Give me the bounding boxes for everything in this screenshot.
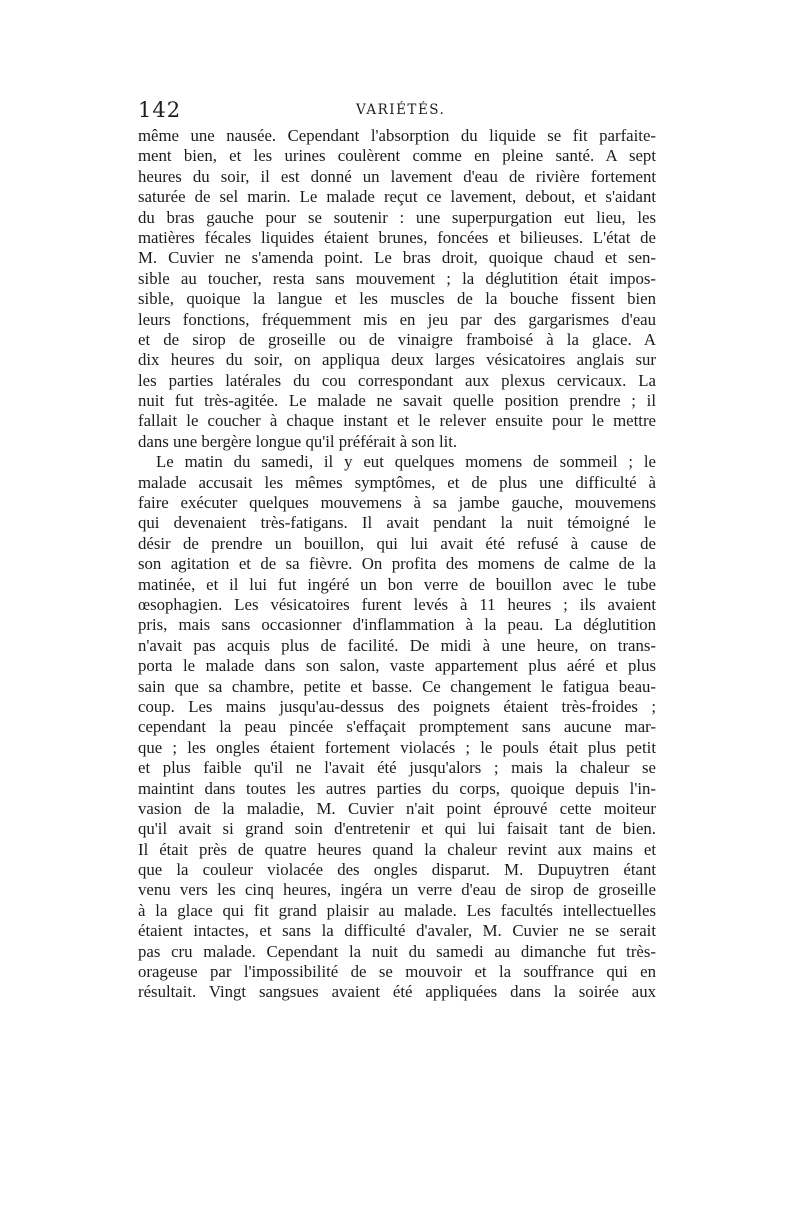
text-line: pris, mais sans occasionner d'inflammation à la peau. La déglutition bbox=[138, 615, 656, 635]
text-line: et plus faible qu'il ne l'avait été jusqu'alors ; mais la chaleur se bbox=[138, 758, 656, 778]
text-line: qu'il avait si grand soin d'entretenir et qui lui faisait tant de bien. bbox=[138, 819, 656, 839]
text-line: dix heures du soir, on appliqua deux larges vésicatoires anglais sur bbox=[138, 350, 656, 370]
text-line: orageuse par l'impossibilité de se mouvoir et la souffrance qui en bbox=[138, 962, 656, 982]
text-line: saturée de sel marin. Le malade reçut ce lavement, debout, et s'aidant bbox=[138, 187, 656, 207]
text-line: matières fécales liquides étaient brunes, foncées et bilieuses. L'état de bbox=[138, 227, 656, 247]
text-line: désir de prendre un bouillon, qui lui avait été refusé à cause de bbox=[138, 533, 656, 553]
text-line: étaient intactes, et sans la difficulté d'avaler, M. Cuvier ne se serait bbox=[138, 921, 656, 941]
text-line: pas cru malade. Cependant la nuit du samedi au dimanche fut très- bbox=[138, 941, 656, 961]
text-line: Il était près de quatre heures quand la chaleur revint aux mains et bbox=[138, 839, 656, 859]
text-line: qui devenaient très-fatigans. Il avait pendant la nuit témoigné le bbox=[138, 513, 656, 533]
paragraph-end-line: dans une bergère longue qu'il préférait à son lit. bbox=[138, 431, 458, 451]
page-header bbox=[138, 98, 658, 124]
text-line: coup. Les mains jusqu'au-dessus des poignets étaient très-froides ; bbox=[138, 696, 656, 716]
text-line: cependant la peau pincée s'effaçait promptement sans aucune mar- bbox=[138, 717, 656, 737]
text-line: heures du soir, il est donné un lavement d'eau de rivière fortement bbox=[138, 166, 656, 186]
text-line: que la couleur violacée des ongles disparut. M. Dupuytren étant bbox=[138, 860, 656, 880]
text-line: vasion de la maladie, M. Cuvier n'ait point éprouvé cette moiteur bbox=[138, 798, 656, 818]
text-line: faire exécuter quelques mouvemens à sa jambe gauche, mouvemens bbox=[138, 493, 656, 513]
text-line: ment bien, et les urines coulèrent comme en pleine santé. A sept bbox=[138, 146, 656, 166]
text-line: même une nausée. Cependant l'absorption du liquide se fit parfaite- bbox=[138, 126, 656, 145]
text-line: sible au toucher, resta sans mouvement ; la déglutition était impos- bbox=[138, 268, 656, 288]
text-line: M. Cuvier ne s'amenda point. Le bras droit, quoique chaud et sen- bbox=[138, 248, 656, 268]
paragraph-start-line: Le matin du samedi, il y eut quelques momens de sommeil ; le bbox=[156, 452, 656, 472]
page-number: 142 bbox=[138, 98, 182, 122]
text-line: nuit fut très-agitée. Le malade ne savait quelle position prendre ; il bbox=[138, 391, 656, 411]
text-line: œsophagien. Les vésicatoires furent levés à 11 heures ; ils avaient bbox=[138, 594, 656, 614]
text-line: et de sirop de groseille ou de vinaigre framboisé à la glace. A bbox=[138, 329, 656, 349]
text-line: résultait. Vingt sangsues avaient été appliquées dans la soirée aux bbox=[138, 982, 656, 1002]
body-text bbox=[138, 126, 656, 1003]
text-line: à la glace qui fit grand plaisir au malade. Les facultés intellectuelles bbox=[138, 900, 656, 920]
text-line: que ; les ongles étaient fortement violacés ; le pouls était plus petit bbox=[138, 737, 656, 757]
text-line: n'avait pas acquis plus de facilité. De midi à une heure, on trans- bbox=[138, 635, 656, 655]
text-line: malade accusait les mêmes symptômes, et de plus une difficulté à bbox=[138, 472, 656, 492]
text-line: les parties latérales du cou correspondant aux plexus cervicaux. La bbox=[138, 370, 656, 390]
text-line: venu vers les cinq heures, ingéra un verre d'eau de sirop de groseille bbox=[138, 880, 656, 900]
text-line: sain que sa chambre, petite et basse. Ce changement le fatigua beau- bbox=[138, 676, 656, 696]
text-line: du bras gauche pour se soutenir : une superpurgation eut lieu, les bbox=[138, 207, 656, 227]
running-head: VARIÉTÉS. bbox=[356, 102, 446, 118]
text-line: maintint dans toutes les autres parties du corps, quoique depuis l'in- bbox=[138, 778, 656, 798]
text-line: fallait le coucher à chaque instant et le relever ensuite pour le mettre bbox=[138, 411, 656, 431]
text-line: matinée, et il lui fut ingéré un bon verre de bouillon avec le tube bbox=[138, 574, 656, 594]
text-line: sible, quoique la langue et les muscles de la bouche fissent bien bbox=[138, 289, 656, 309]
text-line: leurs fonctions, fréquemment mis en jeu par des gargarismes d'eau bbox=[138, 309, 656, 329]
text-line: son agitation et de sa fièvre. On profita des momens de calme de la bbox=[138, 554, 656, 574]
text-line: porta le malade dans son salon, vaste appartement plus aéré et plus bbox=[138, 656, 656, 676]
